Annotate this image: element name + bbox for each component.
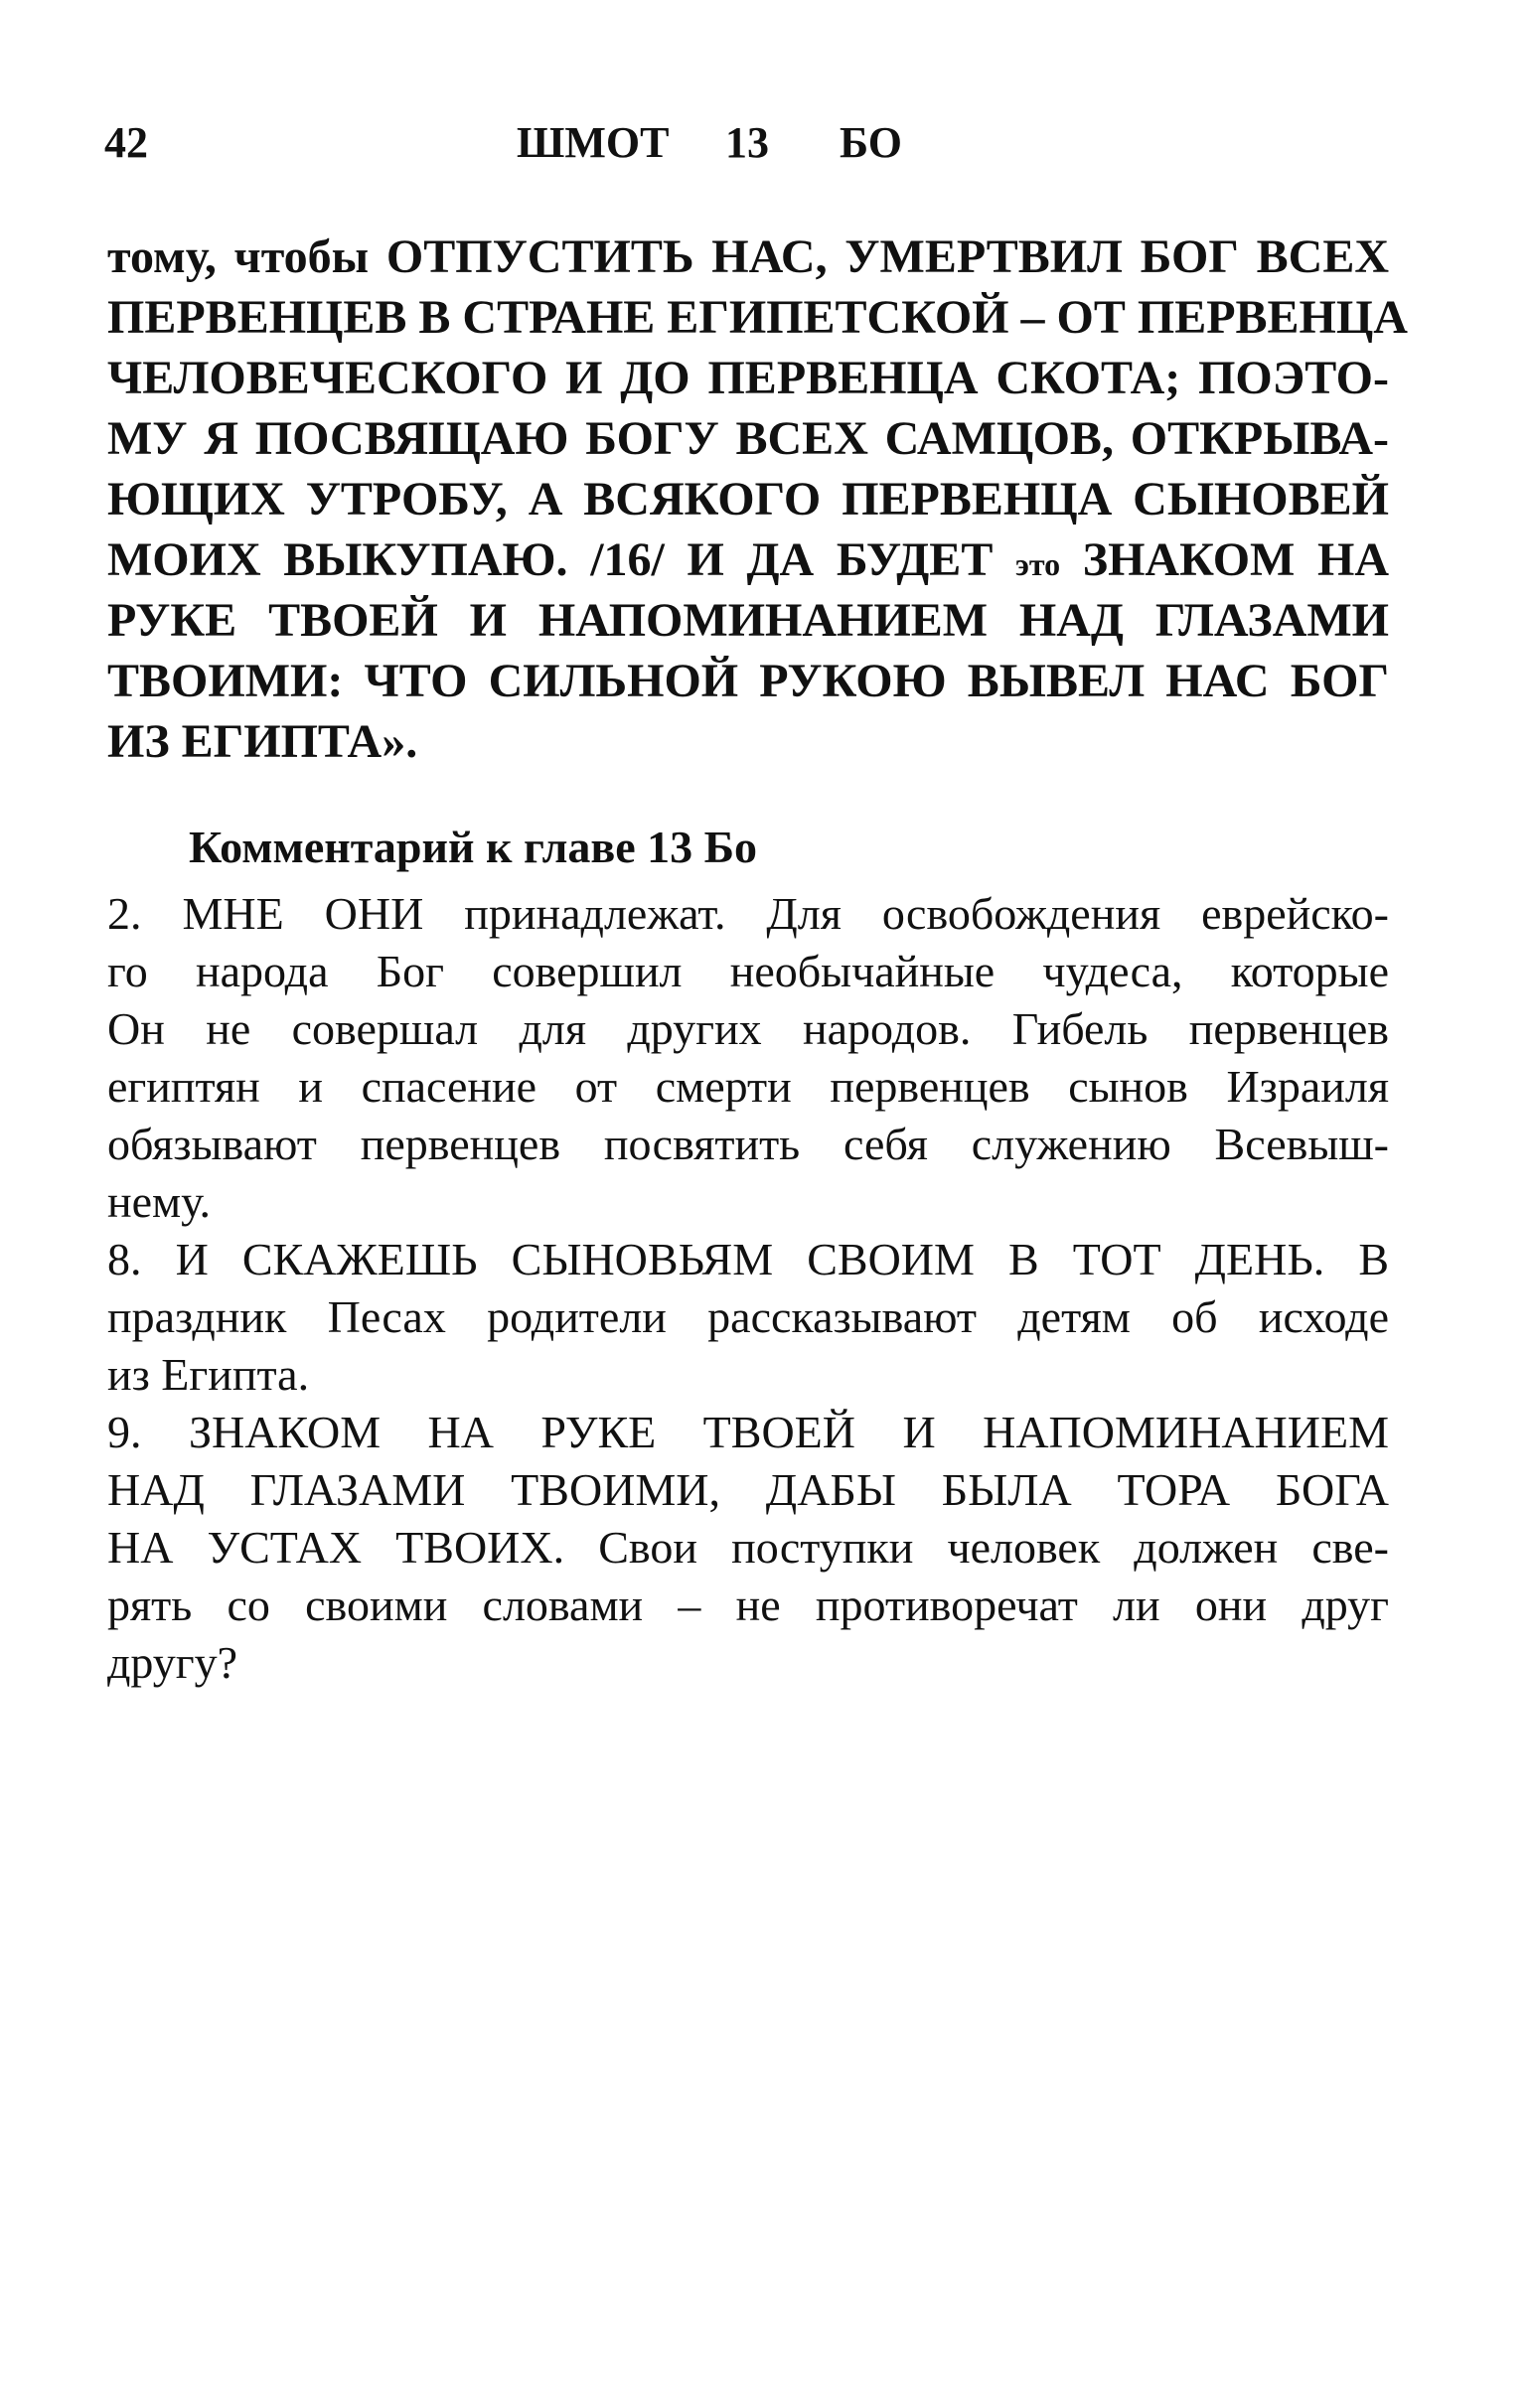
- verse-line: МУ Я ПОСВЯЩАЮ БОГУ ВСЕХ САМЦОВ, ОТКРЫВА-: [107, 412, 1389, 465]
- running-header: [104, 117, 998, 177]
- torah-portion: БО: [840, 118, 903, 167]
- verse-line: ПЕРВЕНЦЕВ В СТРАНЕ ЕГИПЕТСКОЙ – ОТ ПЕРВЕНЦА: [107, 291, 1408, 344]
- verse-line: [107, 529, 1389, 590]
- commentary-line: 8. И СКАЖЕШЬ СЫНОВЬЯМ СВОИМ В ТОТ ДЕНЬ. В: [107, 1234, 1389, 1284]
- verse-line-segment: ОТПУСТИТЬ НАС, УМЕРТВИЛ БОГ ВСЕХ: [385, 230, 1389, 283]
- commentary-line: другу?: [107, 1637, 238, 1688]
- verse-line: ЧЕЛОВЕЧЕСКОГО И ДО ПЕРВЕНЦА СКОТА; ПОЭТО-: [107, 352, 1389, 404]
- commentary-line: НА УСТАХ ТВОИХ. Свои поступки человек должен све-: [107, 1522, 1389, 1573]
- verse-line-segment: ЗНАКОМ НА: [1060, 533, 1389, 586]
- commentary-line: 2. МНЕ ОНИ принадлежат. Для освобождения еврейско-: [107, 888, 1389, 939]
- commentary-line: Он не совершал для других народов. Гибель первенцев: [107, 1003, 1389, 1054]
- verse-text-block: [107, 226, 1408, 772]
- commentary-line: обязывают первенцев посвятить себя служению Всевыш-: [107, 1119, 1389, 1169]
- commentary-line: египтян и спасение от смерти первенцев сынов Израиля: [107, 1061, 1389, 1112]
- verse-line: ИЗ ЕГИПТА».: [107, 715, 418, 768]
- verse-line: ЮЩИХ УТРОБУ, А ВСЯКОГО ПЕРВЕНЦА СЫНОВЕЙ: [107, 473, 1389, 526]
- chapter-number: 13: [725, 118, 769, 167]
- commentary-line: из Египта.: [107, 1349, 310, 1400]
- verse-line-segment: МОИХ ВЫКУПАЮ. /16/ И ДА БУДЕТ: [107, 533, 1015, 586]
- commentary-line: го народа Бог совершил необычайные чудеса, которые: [107, 946, 1389, 996]
- commentary-heading: Комментарий к главе 13 Бо: [189, 822, 758, 872]
- commentary-line: 9. ЗНАКОМ НА РУКЕ ТВОЕЙ И НАПОМИНАНИЕМ: [107, 1407, 1389, 1457]
- commentary-block: [107, 885, 1389, 1692]
- commentary-line: рять со своими словами – не противоречат ли они друг: [107, 1580, 1389, 1630]
- verse-line-segment: тому, чтобы: [107, 230, 386, 283]
- verse-line: ТВОИМИ: ЧТО СИЛЬНОЙ РУКОЮ ВЫВЕЛ НАС БОГ: [107, 655, 1389, 707]
- book-title: ШМОТ: [517, 118, 670, 167]
- commentary-line: нему.: [107, 1176, 212, 1227]
- verse-line: [107, 226, 1389, 287]
- page-number: 42: [104, 118, 148, 167]
- commentary-line: НАД ГЛАЗАМИ ТВОИМИ, ДАБЫ БЫЛА ТОРА БОГА: [107, 1464, 1389, 1515]
- commentary-line: праздник Песах родители рассказывают детям об исходе: [107, 1291, 1389, 1342]
- verse-line: РУКЕ ТВОЕЙ И НАПОМИНАНИЕМ НАД ГЛАЗАМИ: [107, 594, 1389, 647]
- verse-inserted-word: это: [1014, 546, 1061, 582]
